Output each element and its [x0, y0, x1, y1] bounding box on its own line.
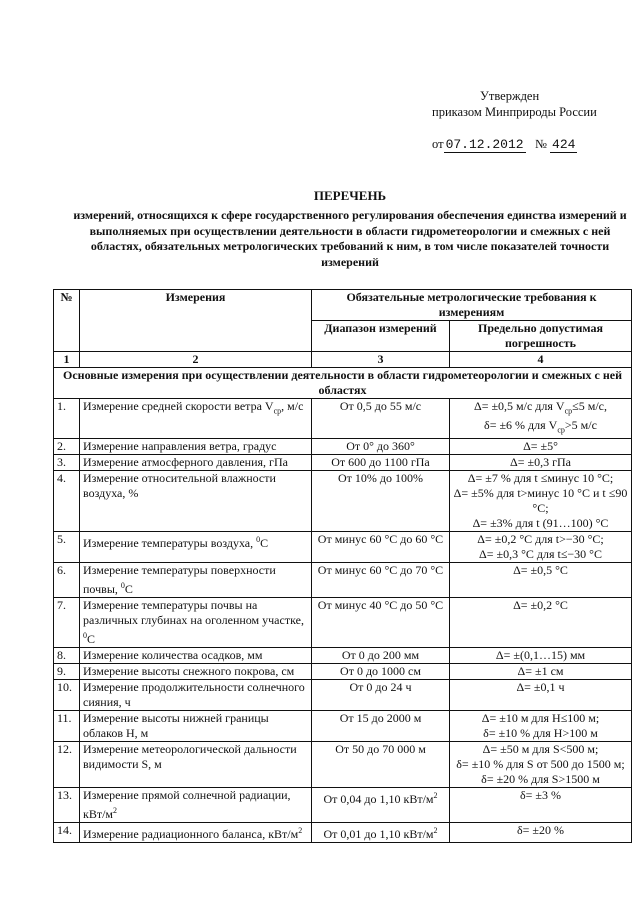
approval-number: 424	[552, 137, 576, 152]
table-row	[54, 438, 632, 454]
row-range: От 0° до 360°	[312, 438, 450, 454]
row-measurement: Измерение атмосферного давления, гПа	[80, 454, 312, 470]
row-error: Δ= ±50 м для S<500 м; δ= ±10 % для S от 500 до 1500 м; δ= ±20 % для S>1500 м	[450, 741, 632, 787]
table-row	[54, 399, 632, 439]
row-number: 10.	[54, 679, 80, 710]
table-row	[54, 470, 632, 531]
col-number: 4	[450, 352, 632, 368]
row-number: 6.	[54, 562, 80, 597]
col-number: 2	[80, 352, 312, 368]
row-error: δ= ±20 %	[450, 822, 632, 842]
date-prefix: от	[432, 137, 444, 151]
row-number: 14.	[54, 822, 80, 842]
row-measurement: Измерение продолжительности солнечного сияния, ч	[80, 679, 312, 710]
row-number: 12.	[54, 741, 80, 787]
row-measurement: Измерение радиационного баланса, кВт/$м^2$	[80, 822, 312, 842]
col-number: 3	[312, 352, 450, 368]
row-range: От 15 до 2000 м	[312, 710, 450, 741]
row-measurement: Измерение относительной влажности воздуха, %	[80, 470, 312, 531]
row-number: 8.	[54, 647, 80, 663]
table-row	[54, 663, 632, 679]
table-row	[54, 531, 632, 562]
row-range: От 0,01 до 1,10 кВт/$м^2$	[312, 822, 450, 842]
row-measurement: Измерение средней скорости ветра $V_{ср}$, м/с	[80, 399, 312, 439]
row-number: 11.	[54, 710, 80, 741]
document-title	[70, 188, 630, 270]
header-measurement: Измерения	[80, 290, 312, 352]
table-row	[54, 454, 632, 470]
row-number: 1.	[54, 399, 80, 439]
title-main: ПЕРЕЧЕНЬ	[313, 188, 387, 203]
row-measurement: Измерение температуры воздуха, $^0$С	[80, 531, 312, 562]
number-prefix: №	[534, 137, 547, 151]
row-error: Δ= ±5°	[450, 438, 632, 454]
row-range: От 10% до 100%	[312, 470, 450, 531]
row-error: Δ= ±0,5 °С	[450, 562, 632, 597]
table-row	[54, 597, 632, 647]
section-heading: Основные измерения при осуществлении деятельности в области гидрометеорологии и смежных с ней областях	[54, 368, 632, 399]
header-error: Предельно допустимая погрешность	[450, 321, 632, 352]
table-body	[54, 399, 632, 843]
approval-date-line	[432, 136, 632, 153]
row-range: От 0,04 до 1,10 кВт/$м^2$	[312, 787, 450, 822]
row-measurement: Измерение высоты нижней границы облаков H, м	[80, 710, 312, 741]
row-number: 5.	[54, 531, 80, 562]
row-error: Δ= ±0,1 ч	[450, 679, 632, 710]
row-range: От 0 до 200 мм	[312, 647, 450, 663]
row-error: Δ= ±(0,1…15) мм	[450, 647, 632, 663]
row-error: Δ= ±0,3 гПа	[450, 454, 632, 470]
approval-block	[432, 88, 632, 153]
row-measurement: Измерение температуры поверхности почвы, $^0$С	[80, 562, 312, 597]
row-error: Δ= ±0,2 °С для t>−30 °С; Δ= ±0,3 °С для t≤−30 °С	[450, 531, 632, 562]
row-range: От 50 до 70 000 м	[312, 741, 450, 787]
approval-date: 07.12.2012	[445, 137, 524, 152]
row-number: 7.	[54, 597, 80, 647]
row-error: Δ= ±0,2 °С	[450, 597, 632, 647]
row-measurement: Измерение количества осадков, мм	[80, 647, 312, 663]
row-number: 3.	[54, 454, 80, 470]
row-number: 9.	[54, 663, 80, 679]
header-range: Диапазон измерений	[312, 321, 450, 352]
row-number: 13.	[54, 787, 80, 822]
row-measurement: Измерение метеорологической дальности видимости S, м	[80, 741, 312, 787]
title-sub: измерений, относящихся к сфере государственного регулирования обеспечения единства измерений и выполняемых при осуществлении деятельности в области гидрометеорологии и смежных с ней областях, обязательных метрологических требований к ним, в том числе показателей точности измерений	[73, 208, 627, 269]
table-row	[54, 679, 632, 710]
row-measurement: Измерение прямой солнечной радиации, кВт/$м^2$	[80, 787, 312, 822]
table-row	[54, 822, 632, 842]
row-error: Δ= ±0,5 м/с для $V_{ср}\le 5$ м/с, δ= ±6 % для $V_{ср}>5$ м/с	[450, 399, 632, 439]
table-row	[54, 741, 632, 787]
table-row	[54, 787, 632, 822]
header-requirements: Обязательные метрологические требования к измерениям	[312, 290, 632, 321]
row-number: 4.	[54, 470, 80, 531]
row-measurement: Измерение направления ветра, градус	[80, 438, 312, 454]
row-error: Δ= ±10 м для H≤100 м; δ= ±10 % для H>100 м	[450, 710, 632, 741]
row-range: От минус 60 °С до 60 °С	[312, 531, 450, 562]
row-range: От 0 до 1000 см	[312, 663, 450, 679]
row-range: От минус 60 °С до 70 °С	[312, 562, 450, 597]
row-number: 2.	[54, 438, 80, 454]
row-error: Δ= ±1 см	[450, 663, 632, 679]
col-number: 1	[54, 352, 80, 368]
row-error: δ= ±3 %	[450, 787, 632, 822]
row-range: От 0,5 до 55 м/с	[312, 399, 450, 439]
row-range: От 600 до 1100 гПа	[312, 454, 450, 470]
approval-line1: Утвержден	[480, 89, 540, 103]
table-row	[54, 647, 632, 663]
table-row	[54, 562, 632, 597]
row-measurement: Измерение температуры почвы на различных глубинах на оголенном участке, $^0$С	[80, 597, 312, 647]
header-no: №	[54, 290, 80, 352]
approval-line2: приказом Минприроды России	[432, 105, 597, 119]
measurements-table	[53, 289, 632, 843]
row-measurement: Измерение высоты снежного покрова, см	[80, 663, 312, 679]
row-range: От минус 40 °С до 50 °С	[312, 597, 450, 647]
row-range: От 0 до 24 ч	[312, 679, 450, 710]
row-error: Δ= ±7 % для t ≤минус 10 °С; Δ= ±5% для t>минус 10 °С и t ≤90 °С; Δ= ±3% для t (91…100) °С	[450, 470, 632, 531]
table-row	[54, 710, 632, 741]
